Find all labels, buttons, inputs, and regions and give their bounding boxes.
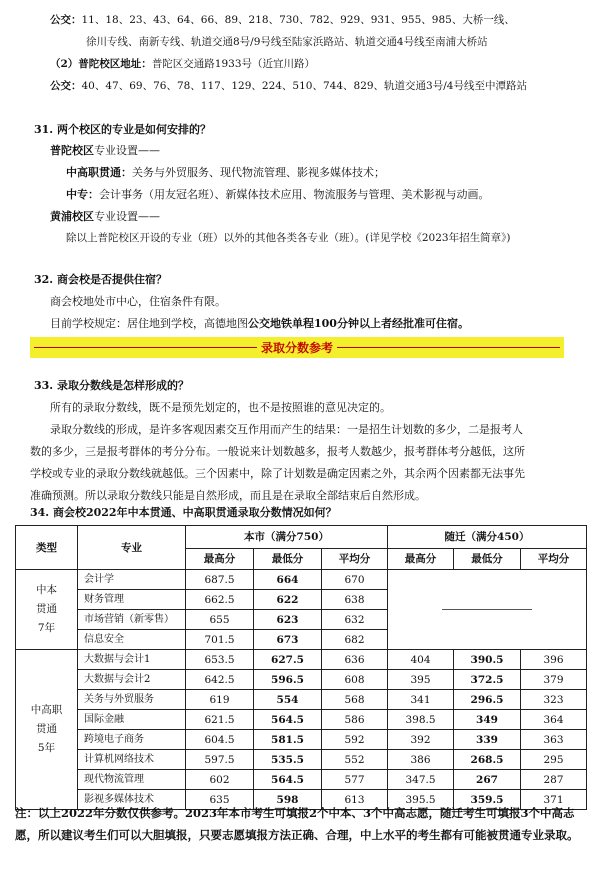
cell-follow-min: 390.5 [454,650,521,670]
cell-city-min: 564.5 [254,770,322,790]
cell-major: 信息安全 [78,630,186,650]
cell-follow-avg: 287 [521,770,587,790]
cell-city-max: 642.5 [186,670,254,690]
table-row [16,750,587,770]
cell-follow-avg: 323 [521,690,587,710]
cell-follow-max: 392 [388,730,454,750]
q33-p1: 所有的录取分数线，既不是预先划定的，也不是按照谁的意见决定的。 [50,401,391,414]
cell-city-max: 662.5 [186,590,254,610]
cell-follow-min: 296.5 [454,690,521,710]
huangpu-text: 除以上普陀校区开设的专业（班）以外的其他各类各专业（班）。(详见学校《2023年招生简章》) [66,232,511,244]
group-label: 中本 贯通 7年 [16,570,78,650]
cell-follow-avg: 364 [521,710,587,730]
cell-city-min: 664 [254,570,322,590]
follow-not-applicable [388,570,587,650]
cell-follow-avg: 371 [521,790,587,810]
cell-follow-max: 398.5 [388,710,454,730]
cell-city-avg: 670 [322,570,388,590]
cell-city-min: 596.5 [254,670,322,690]
cell-city-max: 653.5 [186,650,254,670]
cell-city-avg: 586 [322,710,388,730]
cell-major: 现代物流管理 [78,770,186,790]
header-type: 类型 [16,526,78,570]
table-row [16,730,587,750]
putuo-transport: 公交：40、47、69、76、78、117、129、224、510、744、829、轨道交通3号/4号线至中潭路站 [50,80,527,92]
cell-major: 财务管理 [78,590,186,610]
cell-follow-max: 341 [388,690,454,710]
header-follow: 随迁（满分450） [388,526,587,549]
cell-city-min: 564.5 [254,710,322,730]
header-follow-min: 最低分 [454,549,521,570]
cell-major: 影视多媒体技术 [78,790,186,810]
table-row [16,570,587,590]
score-table [15,525,587,810]
cell-city-max: 602 [186,770,254,790]
cell-city-min: 623 [254,610,322,630]
cell-follow-min: 372.5 [454,670,521,690]
cell-major: 市场营销（新零售） [78,610,186,630]
cell-city-max: 635 [186,790,254,810]
transport-line-1: 公交：11、18、23、43、64、66、89、218、730、782、929、931、955、985、大桥一线、 [50,14,515,26]
cell-city-max: 701.5 [186,630,254,650]
cell-major: 国际金融 [78,710,186,730]
table-row [16,670,587,690]
table-row [16,770,587,790]
cell-city-avg: 682 [322,630,388,650]
cell-follow-min: 349 [454,710,521,730]
cell-city-min: 673 [254,630,322,650]
group-label: 中高职 贯通 5年 [16,650,78,810]
cell-follow-avg: 379 [521,670,587,690]
cell-major: 关务与外贸服务 [78,690,186,710]
header-city-max: 最高分 [186,549,254,570]
putuo-gaozhi: 中高职贯通：关务与外贸服务、现代物流管理、影视多媒体技术； [66,166,385,179]
cell-city-avg: 636 [322,650,388,670]
cell-follow-avg: 295 [521,750,587,770]
table-row [16,690,587,710]
banner-title: 录取分数参考 [261,341,334,355]
cell-follow-min: 339 [454,730,521,750]
cell-follow-max: 395.5 [388,790,454,810]
cell-follow-avg: 363 [521,730,587,750]
q34-title: 34. 商会校2022年中本贯通、中高职贯通录取分数情况如何？ [30,506,337,519]
cell-city-max: 687.5 [186,570,254,590]
cell-follow-max: 404 [388,650,454,670]
cell-city-max: 604.5 [186,730,254,750]
cell-major: 大数据与会计1 [78,650,186,670]
cell-city-avg: 638 [322,590,388,610]
cell-city-avg: 613 [322,790,388,810]
cell-follow-min: 268.5 [454,750,521,770]
score-section-banner [30,337,564,358]
cell-follow-max: 347.5 [388,770,454,790]
q33-p2-line1: 录取分数线的形成，是许多客观因素交互作用而产生的结果：一是招生计划数的多少，二是报考人 [50,423,523,436]
header-follow-max: 最高分 [388,549,454,570]
transport-label: 公交： [50,14,82,26]
cell-city-max: 621.5 [186,710,254,730]
cell-city-max: 619 [186,690,254,710]
cell-city-avg: 568 [322,690,388,710]
huangpu-heading: 黄浦校区专业设置—— [50,210,160,223]
banner-rule-left [34,347,257,348]
banner-rule-right [337,347,560,348]
cell-follow-min: 267 [454,770,521,790]
cell-follow-max: 386 [388,750,454,770]
cell-city-min: 627.5 [254,650,322,670]
q32-line-2: 目前学校规定：居住地到学校，高德地图公交地铁单程100分钟以上者经批准可住宿。 [50,317,469,330]
footnote: 注：以上2022年分数仅供参考。2023年本市考生可填报2个中本、3个中高志愿，随迁考生可填报3个中高志愿，所以建议考生们可以大胆填报，只要志愿填报方法正确、合理，中上水平的考生都有可能被贯通专业录取。 [15,806,579,842]
cell-city-min: 598 [254,790,322,810]
cell-follow-min: 359.5 [454,790,521,810]
q33-p2-line4: 准确预测。所以录取分数线只能是自然形成，而且是在录取全部结束后自然形成。 [30,489,426,502]
transport-line-2: 徐川专线、南新专线、轨道交通8号/9号线至陆家浜路站、轨道交通4号线至南浦大桥站 [86,36,488,48]
table-row [16,710,587,730]
cell-major: 会计学 [78,570,186,590]
cell-major: 跨境电子商务 [78,730,186,750]
cell-city-max: 597.5 [186,750,254,770]
table-row [16,650,587,670]
cell-city-min: 581.5 [254,730,322,750]
header-follow-avg: 平均分 [521,549,587,570]
q32-title: 32. 商会校是否提供住宿？ [34,273,167,286]
q31-title: 31. 两个校区的专业是如何安排的？ [34,123,211,136]
putuo-address: （2）普陀校区地址：普陀区交通路1933号（近宜川路） [50,58,316,70]
cell-city-avg: 577 [322,770,388,790]
cell-city-avg: 552 [322,750,388,770]
header-city-min: 最低分 [254,549,322,570]
q33-p2-line3: 学校或专业的录取分数线就越低。三个因素中，除了计划数是确定因素之外，其余两个因素都无法事先 [30,467,525,480]
cell-major: 计算机网络技术 [78,750,186,770]
putuo-zhongzhuan: 中专：会计事务（用友冠名班）、新媒体技术应用、物流服务与管理、美术影视与动画。 [66,188,490,201]
q33-title: 33. 录取分数线是怎样形成的？ [34,379,189,392]
header-city-avg: 平均分 [322,549,388,570]
cell-city-max: 655 [186,610,254,630]
q33-p2-line2: 数的多少，三是报考群体的考分分布。一般说来计划数越多，报考人数越少，报考群体考分越低，这所 [30,445,525,458]
header-major: 专业 [78,526,186,570]
cell-city-avg: 608 [322,670,388,690]
dash-line [442,609,532,610]
q32-line-1: 商会校地处市中心，住宿条件有限。 [50,295,226,308]
cell-city-avg: 592 [322,730,388,750]
cell-follow-max: 395 [388,670,454,690]
cell-major: 大数据与会计2 [78,670,186,690]
cell-city-avg: 632 [322,610,388,630]
cell-city-min: 554 [254,690,322,710]
putuo-heading: 普陀校区专业设置—— [50,144,160,157]
cell-follow-avg: 396 [521,650,587,670]
cell-city-min: 622 [254,590,322,610]
header-city: 本市（满分750） [186,526,388,549]
cell-city-min: 535.5 [254,750,322,770]
